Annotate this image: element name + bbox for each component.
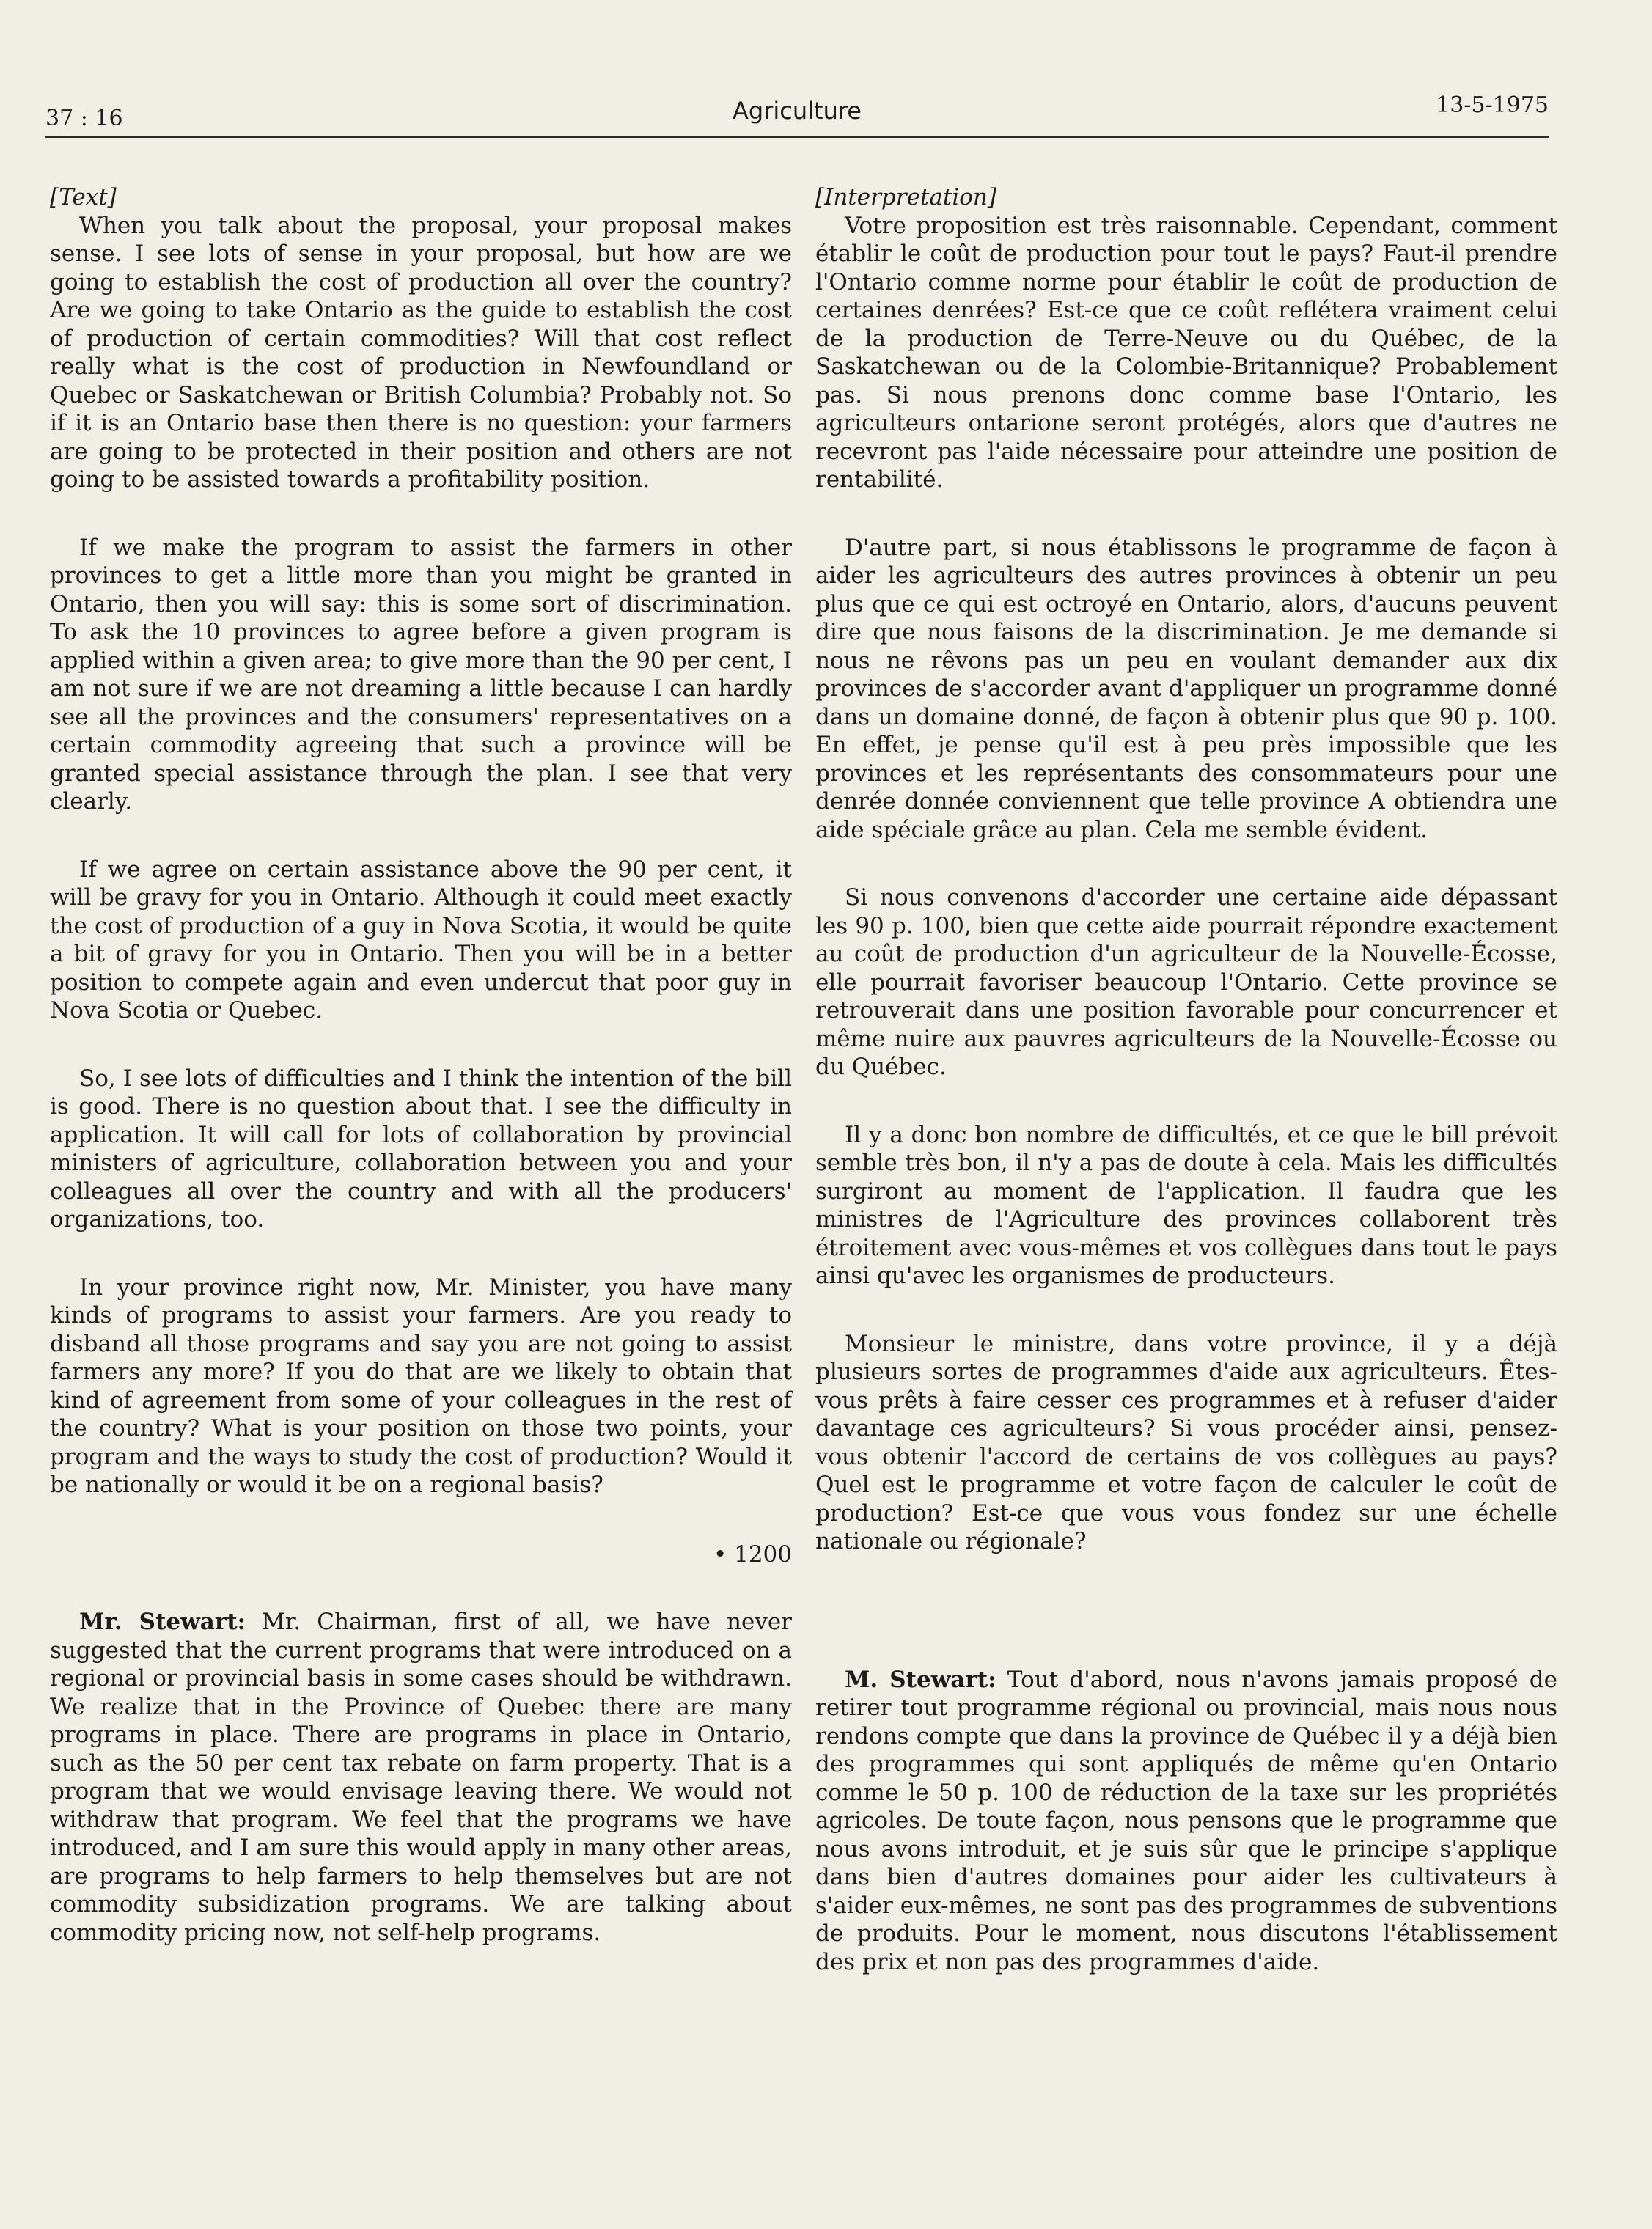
- paragraph: If we make the program to assist the farmers in other provinces to get a little more than you might be granted in Ontario, then you will say: this is some sort of discrimination. To ask the 10 provinces to agree before a given program is applied within a given area; to give more than the 90 per cent, I am not sure if we are not dreaming a little because I can hardly see all the provinces and the consumers' representatives on a certain commodity agreeing that such a province will be granted special assistance through the plan. I see that very clearly.: [50, 534, 792, 815]
- speaker-text: Tout d'abord, nous n'avons jamais proposé de retirer tout programme régional ou provincial, mais nous nous rendons compte que dans la province de Québec il y a déjà bien des programmes qui sont appliqués de même qu'en Ontario comme le 50 p. 100 de réduction de la taxe sur les propriétés agricoles. De toute façon, nous pensons que le programme que nous avons introduit, et je suis sûr que le principe s'applique dans bien d'autres domaines pour aider les cultivateurs à s'aider eux-mêmes, ne sont pas des programmes de subventions de produits. Pour le moment, nous discutons l'établissement des prix et non pas des programmes d'aide.: [815, 1666, 1557, 1975]
- speaker-paragraph: [815, 1666, 1557, 1977]
- speaker-name: Mr. Stewart:: [79, 1609, 246, 1635]
- paragraph: Il y a donc bon nombre de difficultés, et ce que le bill prévoit semble très bon, il n'y a pas de doute à cela. Mais les difficultés surgiront au moment de l'application. Il faudra que les ministres de l'Agriculture des provinces collaborent très étroitement avec vous-mêmes et vos collègues dans tout le pays ainsi qu'avec les organismes de producteurs.: [815, 1121, 1557, 1289]
- page-header: [45, 89, 1549, 138]
- paragraph: So, I see lots of difficulties and I think the intention of the bill is good. There is no question about that. I see the difficulty in application. It will call for lots of collaboration by provincial ministers of agriculture, collaboration between you and your colleagues all over the country and with all the producers' organizations, too.: [50, 1065, 792, 1233]
- speaker-name: M. Stewart:: [845, 1666, 996, 1693]
- language-label: [Interpretation]: [815, 184, 996, 210]
- paragraph: In your province right now, Mr. Minister, you have many kinds of programs to assist your farmers. Are you ready to disband all those programs and say you are not going to assist farmers any more? If you do that are we likely to obtain that kind of agreement from some of your colleagues in the rest of the country? What is your position on those two points, your program and the ways to study the cost of production? Would it be nationally or would it be on a regional basis?: [50, 1274, 792, 1498]
- french-column: [815, 183, 1557, 2016]
- time-marker: • 1200: [713, 1541, 792, 1568]
- paragraph: If we agree on certain assistance above the 90 per cent, it will be gravy for you in Ontario. Although it could meet exactly the cost of production of a guy in Nova Scotia, it would be quite a bit of gravy for you in Ontario. Then you will be in a better position to compete again and even undercut that poor guy in Nova Scotia or Quebec.: [50, 856, 792, 1024]
- paragraph: Votre proposition est très raisonnable. Cependant, comment établir le coût de production pour tout le pays? Faut-il prendre l'Ontario comme norme pour établir le coût de production de certaines denrées? Est-ce que ce coût reflétera vraiment celui de la production de Terre-Neuve ou du Québec, de la Saskatchewan ou de la Colombie-Britannique? Probablement pas. Si nous prenons donc comme base l'Ontario, les agriculteurs ontarione seront protégés, alors que d'autres ne recevront pas l'aide nécessaire pour atteindre une position de rentabilité.: [815, 212, 1557, 493]
- english-column: [50, 183, 792, 1986]
- page-date: 13-5-1975: [1436, 92, 1549, 118]
- paragraph: Monsieur le ministre, dans votre province, il y a déjà plusieurs sortes de programmes d'aide aux agriculteurs. Êtes-vous prêts à faire cesser ces programmes et à refuser d'aider davantage ces agriculteurs? Si vous procéder ainsi, pensez-vous obtenir l'accord de certains de vos collègues au pays? Quel est le programme et votre façon de calculer le coût de production? Est-ce que vous vous fondez sur une échelle nationale ou régionale?: [815, 1330, 1557, 1554]
- speaker-paragraph: [50, 1608, 792, 1947]
- paragraph: Si nous convenons d'accorder une certaine aide dépassant les 90 p. 100, bien que cette aide pourrait répondre exactement au coût de production d'un agriculteur de la Nouvelle-Écosse, elle pourrait favoriser beaucoup l'Ontario. Cette province se retrouverait dans une position favorable pour concurrencer et même nuire aux pauvres agriculteurs de la Nouvelle-Écosse ou du Québec.: [815, 884, 1557, 1080]
- page-number: 37 : 16: [45, 106, 123, 131]
- speaker-text: Mr. Chairman, first of all, we have never suggested that the current programs that were introduced on a regional or provincial basis in some cases should be withdrawn. We realize that in the Province of Quebec there are many programs in place. There are programs in place in Ontario, such as the 50 per cent tax rebate on farm property. That is a program that we would envisage leaving there. We would not withdraw that program. We feel that the programs we have introduced, and I am sure this would apply in many other areas, are programs to help farmers to help themselves but are not commodity subsidization programs. We are talking about commodity pricing now, not self-help programs.: [50, 1609, 792, 1946]
- language-label: [Text]: [50, 184, 117, 210]
- paragraph: When you talk about the proposal, your proposal makes sense. I see lots of sense in your proposal, but how are we going to establish the cost of production all over the country? Are we going to take Ontario as the guide to establish the cost of production of certain commodities? Will that cost reflect really what is the cost of production in Newfoundland or Quebec or Saskatchewan or British Columbia? Probably not. So if it is an Ontario base then there is no question: your farmers are going to be protected in their position and others are not going to be assisted towards a profitability position.: [50, 212, 792, 493]
- paragraph: D'autre part, si nous établissons le programme de façon à aider les agriculteurs des autres provinces à obtenir un peu plus que ce qui est octroyé en Ontario, alors, d'aucuns peuvent dire que nous faisons de la discrimination. Je me demande si nous ne rêvons pas un peu en voulant demander aux dix provinces de s'accorder avant d'appliquer un programme donné dans un domaine donné, de façon à obtenir plus que 90 p. 100. En effet, je pense qu'il est à peu près impossible que les provinces et les représentants des consommateurs pour une denrée donnée conviennent que telle province A obtiendra une aide spéciale grâce au plan. Cela me semble évident.: [815, 534, 1557, 843]
- page-title: Agriculture: [733, 97, 862, 125]
